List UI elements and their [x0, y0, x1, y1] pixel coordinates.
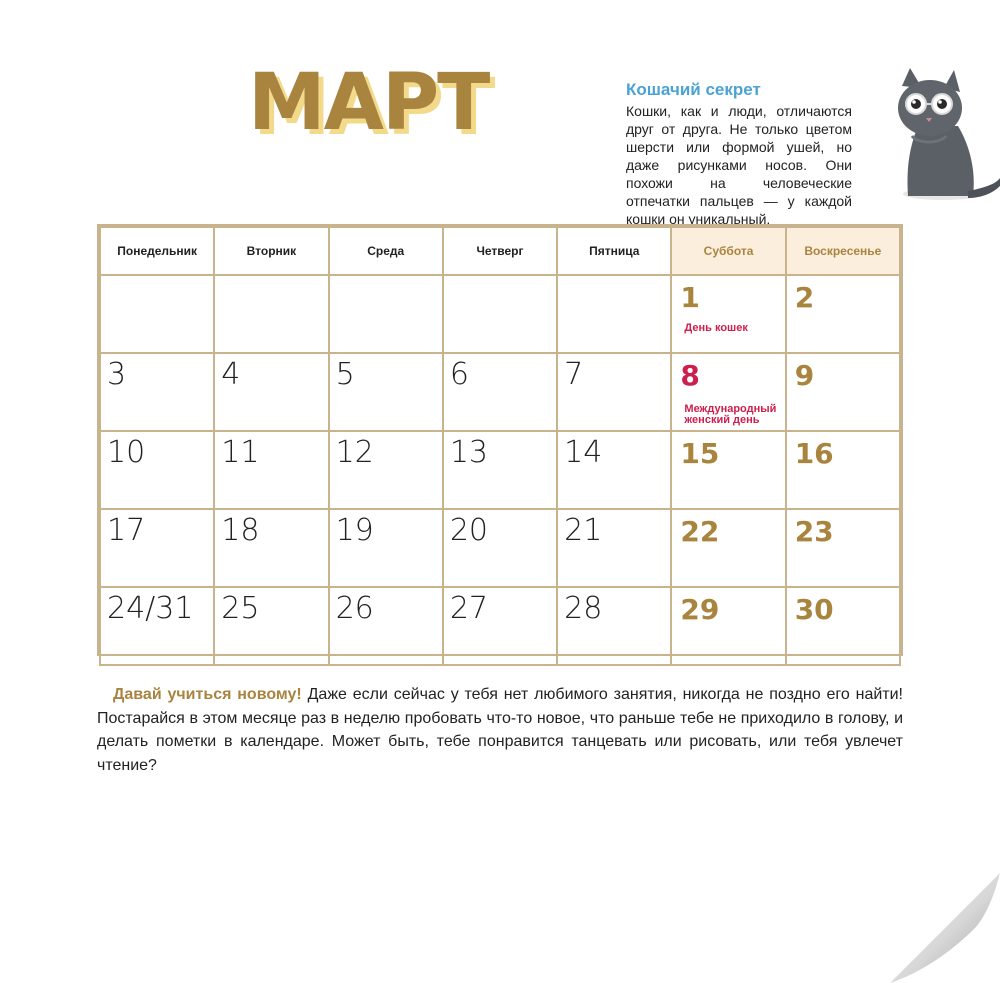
day-cell [786, 353, 900, 431]
day-number: 10 [107, 435, 146, 470]
weekday-header-weekend: Суббота [671, 227, 785, 275]
weekday-header: Четверг [443, 227, 557, 275]
day-cell [557, 431, 671, 509]
day-cell [786, 431, 900, 509]
day-number: 26 [335, 591, 374, 626]
day-cell [443, 587, 557, 665]
day-cell [671, 431, 785, 509]
day-number-weekend: 1 [680, 281, 700, 314]
day-cell [443, 431, 557, 509]
day-cell [214, 353, 328, 431]
day-cell [329, 353, 443, 431]
day-cell [557, 587, 671, 665]
week-row [100, 587, 900, 665]
day-cell [329, 275, 443, 353]
day-cell [786, 587, 900, 665]
day-number: 11 [221, 435, 260, 470]
cat-illustration-icon [888, 66, 1000, 206]
day-number: 28 [564, 591, 603, 626]
weekday-header-weekend: Воскресенье [786, 227, 900, 275]
day-number: 24/31 [107, 591, 194, 626]
weekday-header: Вторник [214, 227, 328, 275]
day-number: 18 [221, 513, 260, 548]
cat-secret-title: Кошачий секрет [626, 80, 761, 99]
day-cell [671, 275, 785, 353]
day-number: 6 [449, 357, 469, 392]
day-number-weekend: 23 [794, 515, 834, 548]
day-number: 12 [335, 435, 374, 470]
day-cell [329, 431, 443, 509]
holiday-note-line: Международный [684, 403, 777, 415]
week-row [100, 353, 900, 431]
calendar-grid [97, 224, 903, 656]
day-cell [443, 353, 557, 431]
day-cell [214, 275, 328, 353]
week-row [100, 509, 900, 587]
weekday-header: Понедельник [100, 227, 214, 275]
day-cell [329, 587, 443, 665]
day-number-weekend: 15 [680, 437, 720, 470]
day-number-weekend: 29 [680, 593, 720, 626]
day-cell [557, 509, 671, 587]
day-number-weekend: 9 [794, 359, 815, 392]
day-cell [100, 431, 214, 509]
day-cell [557, 353, 671, 431]
day-number-weekend: 30 [794, 593, 834, 626]
day-cell [786, 275, 900, 353]
cat-secret-text: Кошки, как и люди, отличаются друг от друга. Не только цветом шерсти или формой ушей, но даже рисунками носов. Они похожи на человеческие отпечатки пальцев — у каждой кошки он уникальный. [626, 103, 852, 227]
monthly-tip-text: Даже если сейчас у тебя нет любимого занятия, никогда не поздно его найти! Постарайся в этом месяце раз в неделю пробовать что-то новое, что раньше тебе не приходило в голову, и делать пометки в календаре. Может быть, тебе понравится танцевать или рисовать, или тебя увлечет чтение? [97, 686, 904, 774]
day-cell [329, 509, 443, 587]
month-title: МАРТ [248, 58, 489, 148]
day-cell [443, 275, 557, 353]
holiday-note-womens-day [684, 404, 776, 426]
day-number: 20 [449, 513, 489, 548]
day-cell [557, 275, 671, 353]
day-number: 5 [335, 357, 355, 392]
weekday-header: Пятница [557, 227, 671, 275]
day-number-weekend: 16 [794, 437, 834, 470]
day-cell [671, 509, 785, 587]
day-number: 13 [449, 435, 489, 470]
day-number-weekend: 22 [680, 515, 720, 548]
day-number: 27 [449, 591, 489, 626]
day-number-weekend: 2 [794, 281, 815, 314]
day-cell [786, 509, 900, 587]
day-cell [100, 353, 214, 431]
day-cell [214, 509, 328, 587]
week-row [100, 431, 900, 509]
day-number: 7 [564, 357, 584, 392]
day-number: 21 [564, 513, 603, 548]
weekday-header: Среда [329, 227, 443, 275]
day-number: 3 [107, 357, 127, 392]
day-cell [100, 587, 214, 665]
holiday-note-line: женский день [684, 414, 760, 426]
day-cell [214, 431, 328, 509]
holiday-note-cat-day: День кошек [684, 322, 748, 334]
day-cell [671, 587, 785, 665]
day-cell [671, 353, 785, 431]
week-row [100, 275, 900, 353]
day-cell [100, 275, 214, 353]
day-number: 17 [107, 513, 146, 548]
monthly-tip-lead: Давай учиться новому! [113, 686, 302, 703]
day-cell [214, 587, 328, 665]
day-cell [100, 509, 214, 587]
day-number: 14 [564, 435, 603, 470]
monthly-tip [97, 683, 903, 777]
day-number: 19 [335, 513, 374, 548]
day-number: 25 [221, 591, 260, 626]
day-cell [443, 509, 557, 587]
cat-secret-box [626, 80, 852, 228]
day-number: 4 [221, 357, 241, 392]
day-number-holiday: 8 [680, 359, 700, 392]
page-curl-icon [890, 833, 1000, 983]
weekday-header-row [100, 227, 900, 275]
